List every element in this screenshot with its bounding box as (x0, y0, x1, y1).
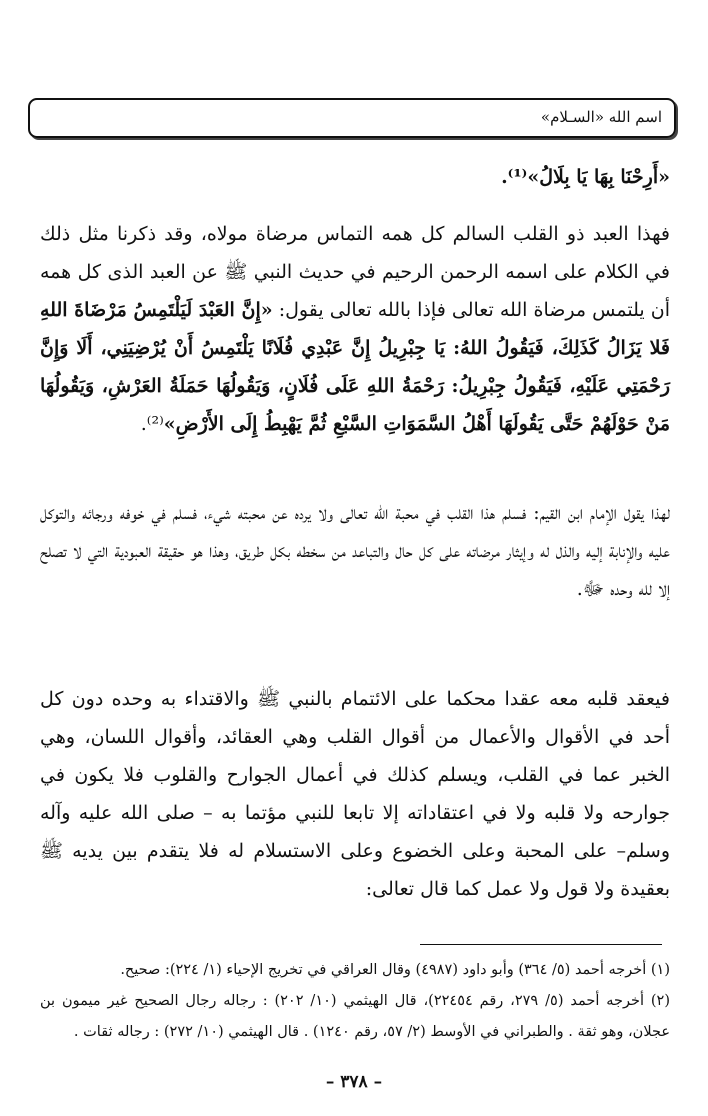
footnote-divider (420, 944, 662, 945)
hadith-closing-line: «أَرِحْنَا بِهَا يَا بِلَالُ»⁽¹⁾. (501, 166, 670, 188)
page-header (28, 98, 676, 138)
paragraph-following-prophet: فيعقد قلبه معه عقدا محكما على الائتمام بالنبي ﷺ والاقتداء به وحده دون كل أحد في الأقوال والأعمال من أقوال القلب وهي العقائد، وأقوال اللسان، وهي الخبر عما في القلب، ويسلم كذلك في أعمال الجوارح والقلوب فلا يكون في جوارحه ولا قلبه ولا في اعتقاداته إلا تابعا للنبي مؤتما به – صلى الله عليه وآله وسلم– على المحبة وعلى الخضوع وعلى الاستسلام له فلا يتقدم بين يديه ﷺ بعقيدة ولا قول ولا عمل كما قال تعالى: (40, 688, 670, 900)
running-title: اسم الله «السـلام» (540, 108, 662, 126)
footnotes-section (40, 955, 670, 1048)
paragraph-pursuit-of-pleasure (40, 215, 670, 443)
footnote-1: (١) أخرجه أحمد (٥/ ٣٦٤) وأبو داود (٤٩٨٧) وقال العراقي في تخريج الإحياء (١/ ٢٢٤): صحيح. (120, 962, 670, 978)
hadith-quote: «إِنَّ العَبْدَ لَيَلْتَمِسُ مَرْضَاةَ اللهِ فَلا يَزَالُ كَذَلِكَ، فَيَقُولُ اللهُ: يَا جِبْرِيلُ إِنَّ عَبْدِي فُلَانًا يَلْتَمِسُ أَنْ يُرْضِيَنِي، أَلَا وَإِنَّ رَحْمَتِي عَلَيْهِ، فَيَقُولُ جِبْرِيلُ: رَحْمَةُ اللهِ عَلَى فُلَانٍ، وَيَقُولُهَا حَمَلَةُ العَرْشِ، وَيَقُولُهَا مَنْ حَوْلَهُمْ حَتَّى يَقُولَهَا أَهْلُ السَّمَوَاتِ السَّبْعِ ثُمَّ يَهْبِطُ إِلَى الأَرْضِ» (40, 299, 670, 435)
page-number: – ٣٧٨ – (325, 1072, 383, 1092)
footnote-marker: ⁽²⁾. (140, 413, 164, 435)
footnote-2: (٢) أخرجه أحمد (٥/ ٢٧٩، رقم ٢٢٤٥٤)، قال الهيثمي (١٠/ ٢٠٢) : رجاله رجال الصحيح غير ميمون بن عجلان، وهو ثقة . والطبراني في الأوسط (٢/ ٥٧، رقم ١٢٤٠) . قال الهيثمي (١٠/ ٢٧٢) : رجاله ثقات . (40, 993, 671, 1040)
paragraph-ibn-qayyim: لهذا يقول الإمام ابن القيم: فسلم هذا القلب في محبة الله تعالى ولا يرده عن محبته شيء، فسلم في خوفه ورجائه والتوكل عليه والإنابة إليه والذل له وإيثار مرضاته على كل حال والتباعد من سخطه بكل طريق، وهذا هو حقيقة العبودية التي لا تصلح إلا لله وحده ﷻ. (40, 502, 670, 600)
paragraph-intro-text: فهذا العبد ذو القلب السالم كل همه التماس مرضاة مولاه، وقد ذكرنا مثل ذلك في الكلام على اسمه الرحمن الرحيم في حديث النبي ﷺ عن العبد الذى كل همه أن يلتمس مرضاة الله تعالى فإذا بالله تعالى يقول: (40, 223, 670, 321)
